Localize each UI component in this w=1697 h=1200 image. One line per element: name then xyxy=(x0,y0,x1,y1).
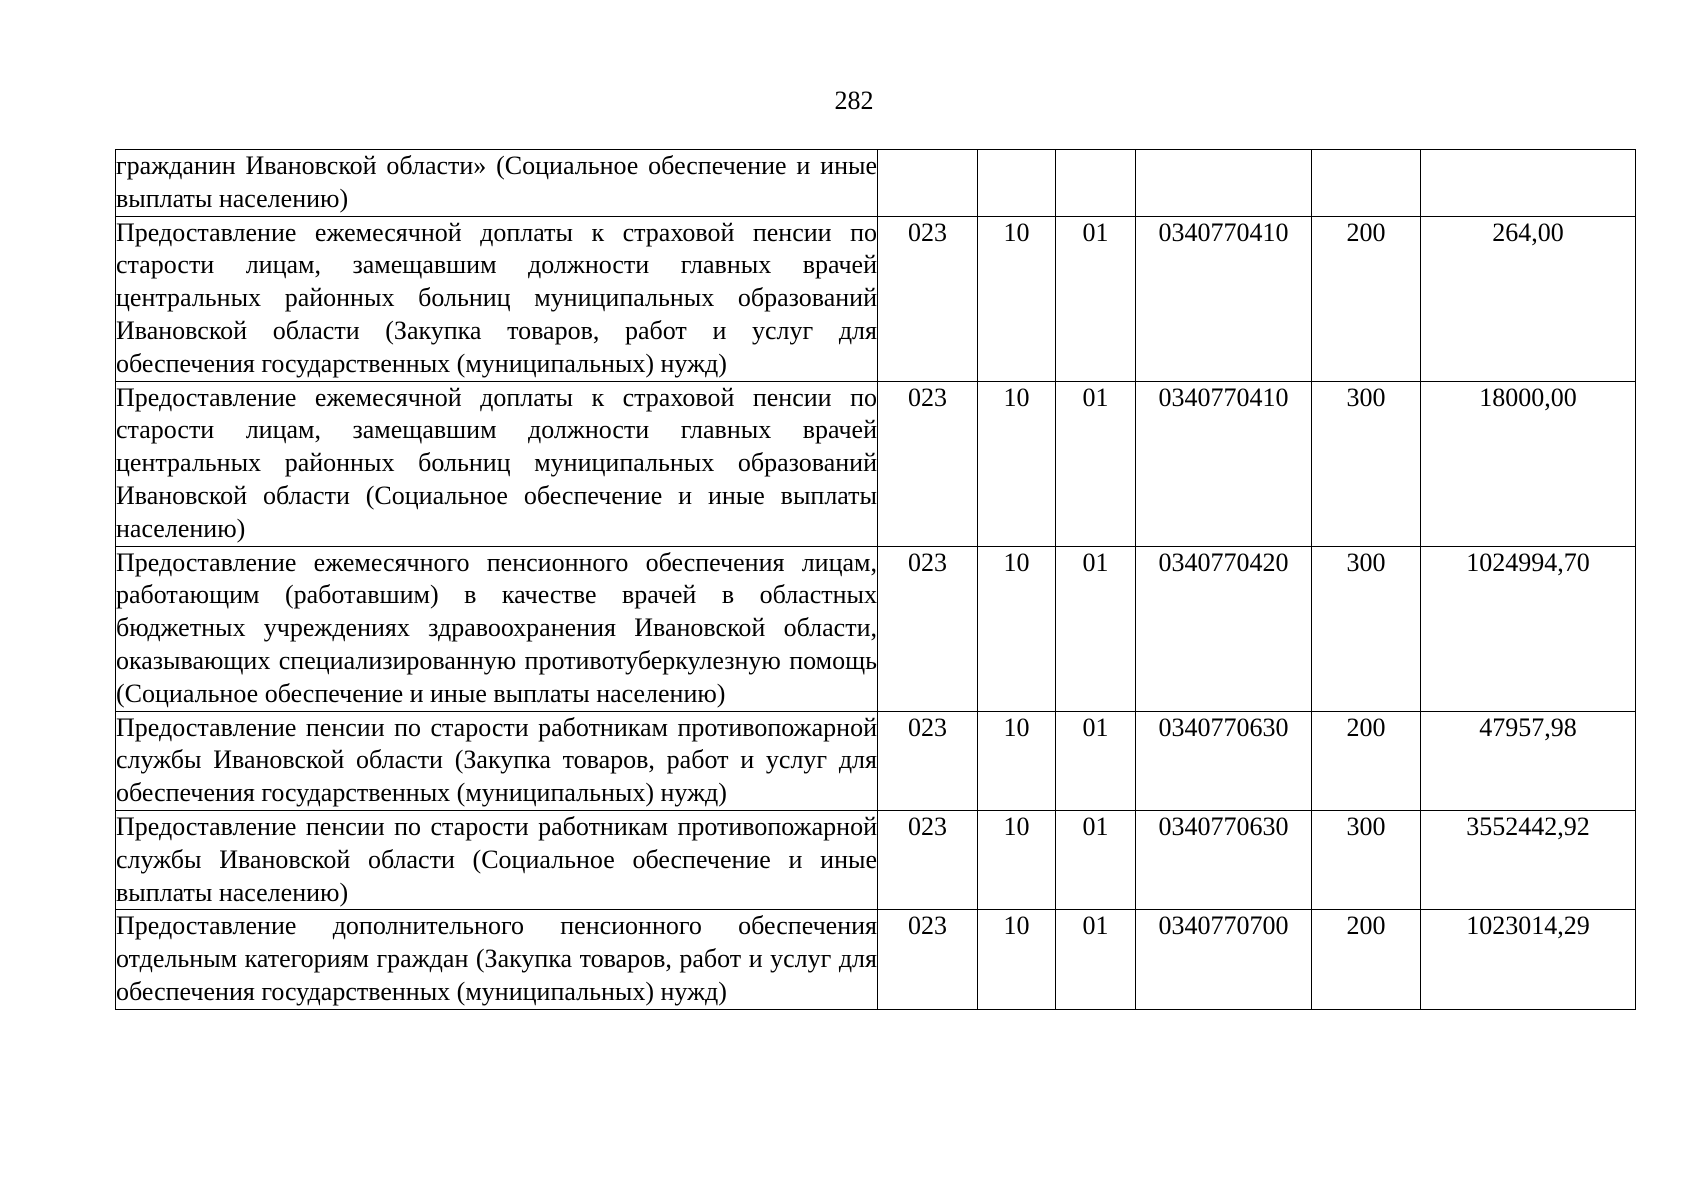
table-row xyxy=(116,810,1636,909)
row-section-code xyxy=(978,150,1056,217)
row-section-code: 10 xyxy=(978,216,1056,381)
row-ved-code: 023 xyxy=(878,711,978,810)
row-expense-type-code: 300 xyxy=(1312,810,1421,909)
row-ved-code xyxy=(878,150,978,217)
row-target-article-code: 0340770630 xyxy=(1136,810,1312,909)
row-target-article-code: 0340770410 xyxy=(1136,381,1312,546)
row-ved-code: 023 xyxy=(878,810,978,909)
budget-table xyxy=(115,149,1636,1010)
table-row xyxy=(116,546,1636,711)
row-section-code: 10 xyxy=(978,711,1056,810)
row-amount: 18000,00 xyxy=(1421,381,1636,546)
row-amount: 1023014,29 xyxy=(1421,910,1636,1009)
table-row xyxy=(116,910,1636,1009)
row-description: Предоставление ежемесячной доплаты к страховой пенсии по старости лицам, замещавшим должности главных врачей центральных районных больниц муниципальных образований Ивановской области (Социальное обеспечение и иные выплаты населению) xyxy=(116,381,878,546)
row-subsection-code: 01 xyxy=(1056,216,1136,381)
row-amount: 3552442,92 xyxy=(1421,810,1636,909)
row-subsection-code: 01 xyxy=(1056,810,1136,909)
row-target-article-code: 0340770410 xyxy=(1136,216,1312,381)
row-subsection-code: 01 xyxy=(1056,381,1136,546)
table-row xyxy=(116,711,1636,810)
row-description: гражданин Ивановской области» (Социальное обеспечение и иные выплаты населению) xyxy=(116,150,878,217)
row-amount: 47957,98 xyxy=(1421,711,1636,810)
row-ved-code: 023 xyxy=(878,546,978,711)
row-target-article-code: 0340770420 xyxy=(1136,546,1312,711)
table-row xyxy=(116,381,1636,546)
row-ved-code: 023 xyxy=(878,381,978,546)
table-row xyxy=(116,150,1636,217)
row-amount xyxy=(1421,150,1636,217)
row-subsection-code: 01 xyxy=(1056,711,1136,810)
row-subsection-code: 01 xyxy=(1056,546,1136,711)
table-row xyxy=(116,216,1636,381)
row-section-code: 10 xyxy=(978,546,1056,711)
row-expense-type-code: 200 xyxy=(1312,216,1421,381)
row-description: Предоставление ежемесячного пенсионного обеспечения лицам, работающим (работавшим) в качестве врачей в областных бюджетных учреждениях здравоохранения Ивановской области, оказывающих специализированную противотуберкулезную помощь (Социальное обеспечение и иные выплаты населению) xyxy=(116,546,878,711)
row-target-article-code: 0340770630 xyxy=(1136,711,1312,810)
row-expense-type-code: 300 xyxy=(1312,546,1421,711)
row-target-article-code: 0340770700 xyxy=(1136,910,1312,1009)
page-number: 282 xyxy=(834,86,874,115)
row-description: Предоставление ежемесячной доплаты к страховой пенсии по старости лицам, замещавшим должности главных врачей центральных районных больниц муниципальных образований Ивановской области (Закупка товаров, работ и услуг для обеспечения государственных (муниципальных) нужд) xyxy=(116,216,878,381)
row-amount: 1024994,70 xyxy=(1421,546,1636,711)
row-description: Предоставление дополнительного пенсионного обеспечения отдельным категориям граждан (Закупка товаров, работ и услуг для обеспечения государственных (муниципальных) нужд) xyxy=(116,910,878,1009)
row-description: Предоставление пенсии по старости работникам противопожарной службы Ивановской области (Закупка товаров, работ и услуг для обеспечения государственных (муниципальных) нужд) xyxy=(116,711,878,810)
row-target-article-code xyxy=(1136,150,1312,217)
row-subsection-code xyxy=(1056,150,1136,217)
row-section-code: 10 xyxy=(978,910,1056,1009)
row-ved-code: 023 xyxy=(878,910,978,1009)
row-expense-type-code: 200 xyxy=(1312,910,1421,1009)
row-expense-type-code: 300 xyxy=(1312,381,1421,546)
row-expense-type-code: 200 xyxy=(1312,711,1421,810)
row-ved-code: 023 xyxy=(878,216,978,381)
budget-table-body xyxy=(116,150,1636,1010)
row-section-code: 10 xyxy=(978,810,1056,909)
row-section-code: 10 xyxy=(978,381,1056,546)
row-description: Предоставление пенсии по старости работникам противопожарной службы Ивановской области (Социальное обеспечение и иные выплаты населению) xyxy=(116,810,878,909)
row-amount: 264,00 xyxy=(1421,216,1636,381)
row-subsection-code: 01 xyxy=(1056,910,1136,1009)
row-expense-type-code xyxy=(1312,150,1421,217)
